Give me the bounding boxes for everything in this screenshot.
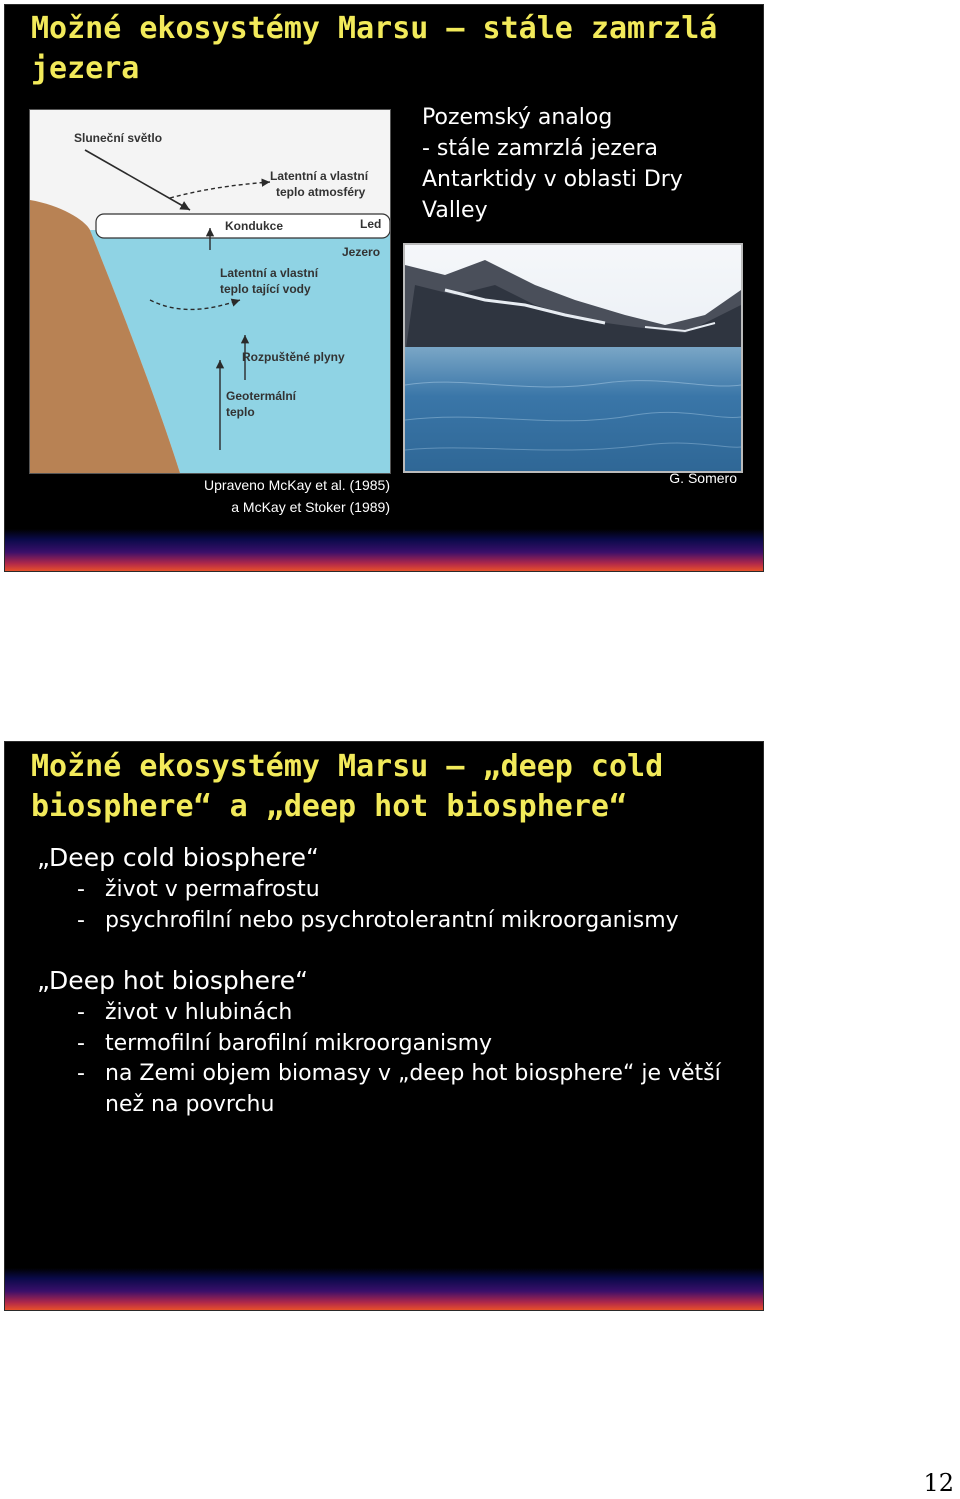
list-item: - život v permafrostu [77,875,747,906]
dry-valley-photo [403,243,743,473]
diagram-credit [145,474,390,518]
list-item: - psychrofilní nebo psychrotolerantní mikroorganismy [77,906,747,937]
analog-line: Valley [422,198,488,223]
slide-deep-biosphere [4,741,764,1311]
label-geothermal: teplo [226,405,255,419]
label-conduction: Kondukce [225,219,284,233]
list-item: - na Zemi objem biomasy v „deep hot biosphere“ je větší než na povrchu [77,1059,747,1120]
label-ice: Led [360,217,382,231]
label-latent-atm: teplo atmosféry [276,185,366,199]
frozen-lake-diagram [29,109,391,474]
label-geothermal: Geotermální [226,389,297,403]
hot-biosphere-list [37,998,747,1120]
photo-credit: G. Somero [669,470,737,486]
slide-bottom-band [5,1268,763,1310]
slide-frozen-lakes [4,4,764,572]
label-dissolved-gases: Rozpuštěné plyny [242,350,345,364]
slide-body [37,841,747,1120]
label-sunlight: Sluneční světlo [74,131,163,145]
slide-title: Možné ekosystémy Marsu – „deep cold biosphere“ a „deep hot biosphere“ [31,749,664,824]
list-item: - život v hlubinách [77,998,747,1029]
label-latent-water: Latentní a vlastní [220,266,319,280]
label-latent-atm: Latentní a vlastní [270,169,369,183]
credit-line: a McKay et Stoker (1989) [231,499,390,515]
cold-biosphere-list [37,875,747,936]
analog-line: Pozemský analog [422,105,613,130]
hot-biosphere-heading: „Deep hot biosphere“ [37,966,309,995]
diagram-svg [30,110,390,473]
list-item: - termofilní barofilní mikroorganismy [77,1029,747,1060]
earth-analog-text [422,102,752,226]
label-latent-water: teplo tající vody [220,282,311,296]
slide-bottom-band [5,529,763,571]
cold-biosphere-heading: „Deep cold biosphere“ [37,843,319,872]
credit-line: Upraveno McKay et al. (1985) [204,477,390,493]
slide-title: Možné ekosystémy Marsu – stále zamrzlá jezera [31,11,718,86]
label-lake: Jezero [342,245,381,259]
analog-line: Antarktidy v oblasti Dry [422,167,683,192]
photo-svg [405,245,741,471]
analog-line: - stále zamrzlá jezera [422,136,659,161]
page-number: 12 [923,1469,954,1497]
